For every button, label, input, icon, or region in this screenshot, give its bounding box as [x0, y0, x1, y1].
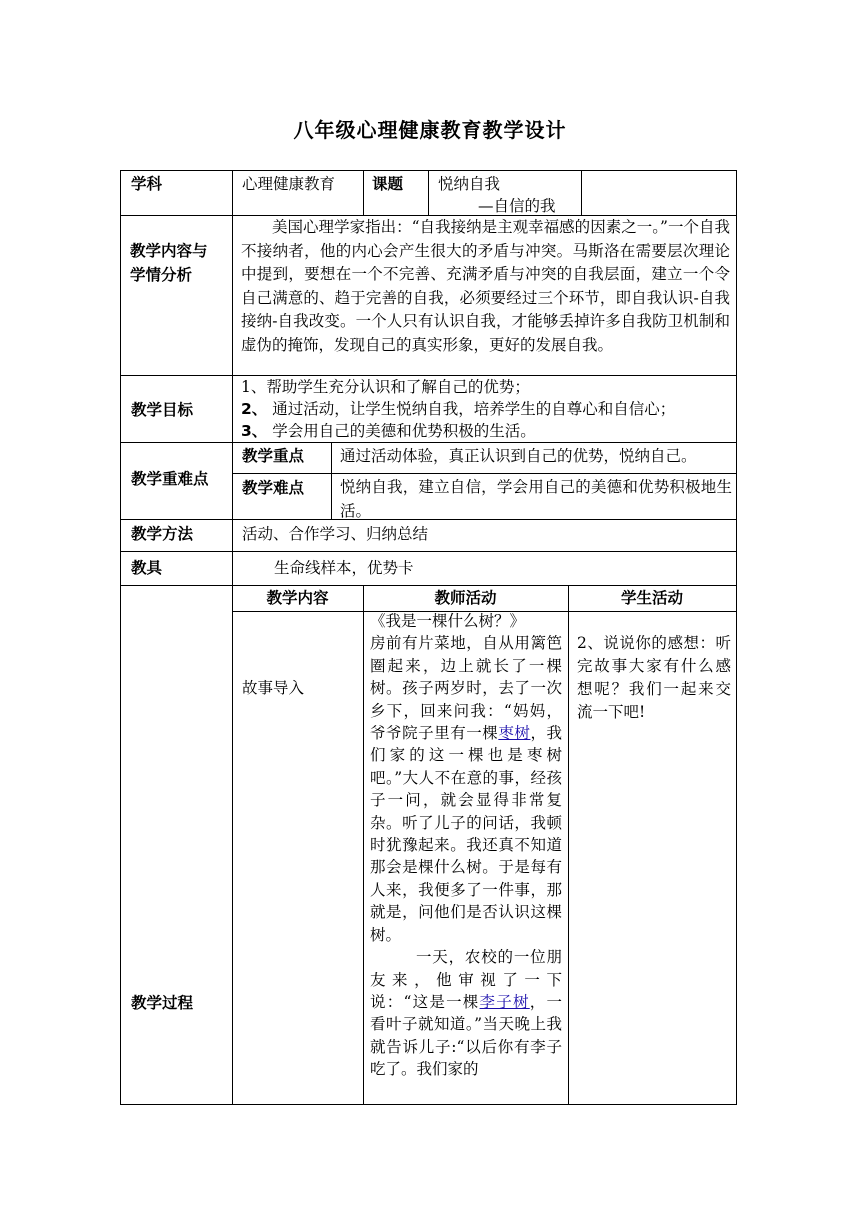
- difficulty-text: 悦纳自我，建立自信，学会用自己的美德和优势积极地生活。: [340, 478, 732, 520]
- analysis-text: 美国心理学家指出：“自我接纳是主观幸福感的因素之一。”一个自我不接纳者，他的内心会产生很大的矛盾与冲突。马斯洛在需要层次理论中提到，要想在一个不完善、充满矛盾与冲突的自我层面，建立一个令自己满意的、趋于完善的自我，必须要经过三个环节，即自我认识-自我接纳-自我改变。一个人只有认识自我，才能够丢掉许多自我防卫机制和虚伪的掩饰，发现自己的真实形象，更好的发展自我。: [241, 218, 730, 354]
- goal-item: [241, 398, 730, 422]
- tools-label: 教具: [131, 559, 163, 577]
- method-label: 教学方法: [131, 525, 194, 543]
- goal-text: 通过活动，让学生悦纳自我，培养学生的自尊心和自信心；: [267, 400, 676, 418]
- teacher-activity: [370, 610, 562, 1081]
- column-header-content: 教学内容: [266, 589, 329, 607]
- topic-line-1: 悦纳自我: [438, 175, 501, 193]
- story-title: 《我是一棵什么树？》: [370, 612, 526, 630]
- analysis-label-line-1: 教学内容与: [130, 242, 208, 260]
- goal-number: 1、: [241, 378, 267, 396]
- key-points-label: 教学重难点: [131, 470, 209, 488]
- process-label: 教学过程: [131, 994, 194, 1012]
- tools-value: 生命线样本，优势卡: [274, 559, 414, 577]
- focus-text: 通过活动体验，真正认识到自己的优势，悦纳自己。: [340, 447, 697, 465]
- story-link[interactable]: 枣树: [498, 724, 531, 743]
- goals-label: 教学目标: [131, 401, 194, 419]
- goal-text: 学会用自己的美德和优势积极的生活。: [267, 422, 536, 440]
- goal-number: 3、: [241, 422, 268, 440]
- topic-line-2: —自信的我: [478, 197, 556, 215]
- topic-label: 课题: [372, 175, 404, 193]
- story-link[interactable]: 李子树: [479, 992, 530, 1011]
- column-header-teacher: 教师活动: [434, 589, 497, 607]
- page-title: 八年级心理健康教育教学设计: [293, 118, 567, 142]
- analysis-label-line-2: 学情分析: [130, 266, 193, 284]
- goal-number: 2、: [241, 400, 268, 418]
- goal-item: [241, 420, 730, 444]
- subject-label: 学科: [131, 175, 163, 193]
- column-header-student: 学生活动: [620, 589, 683, 607]
- story-paragraph: 一天，农校的一位朋友来，他审视了一下说：“这是一棵李子树，一看叶子就知道。”当天晚上我就告诉儿子:“以后你有李子吃了。我们家的: [370, 948, 562, 1079]
- story-paragraph: 房前有片菜地，自从用篱笆圈起来，边上就长了一棵树。孩子两岁时，去了一次乡下，回来问我：“妈妈，爷爷院子里有一棵枣树，我们家的这一棵也是枣树吧。”大人不在意的事，经孩子一问，就会显得非常复杂。听了儿子的问话，我顿时犹豫起来。我还真不知道那会是棵什么树。于是每有人来，我便多了一件事，那就是，问他们是否认识这棵树。: [370, 634, 562, 944]
- content-item: 故事导入: [242, 679, 305, 697]
- focus-label: 教学重点: [242, 447, 305, 465]
- difficulty-label: 教学难点: [242, 479, 305, 497]
- method-value: 活动、合作学习、归纳总结: [242, 525, 429, 543]
- goal-text: 帮助学生充分认识和了解自己的优势；: [266, 378, 530, 396]
- goal-item: [241, 376, 730, 400]
- student-activity: 2、说说你的感想：听完故事大家有什么感想呢？我们一起来交流一下吧!: [577, 634, 731, 721]
- subject-value: 心理健康教育: [242, 175, 336, 193]
